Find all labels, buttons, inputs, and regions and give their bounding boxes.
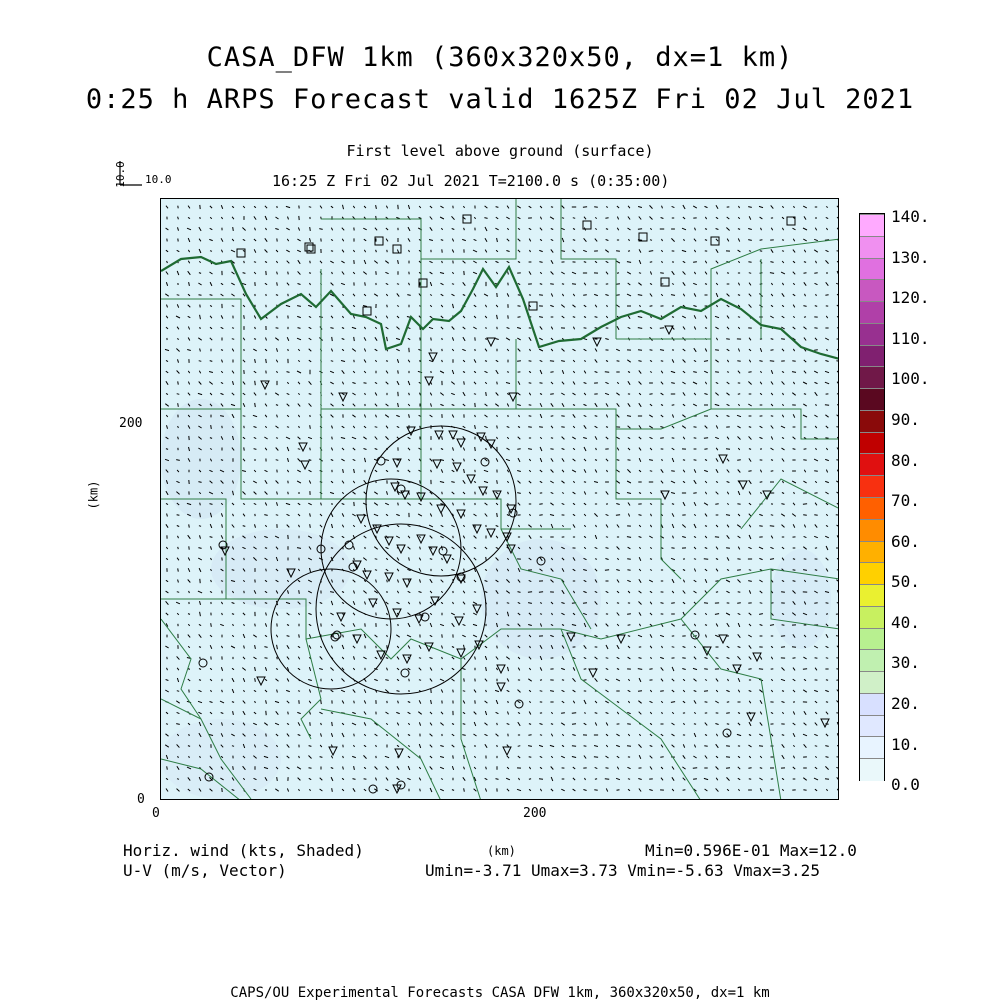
- wind-vector: [309, 768, 312, 769]
- wind-vector: [288, 349, 289, 351]
- wind-vector: [199, 361, 202, 362]
- wind-vector: [705, 702, 708, 703]
- wind-vector: [486, 492, 487, 494]
- wind-vector: [749, 251, 751, 252]
- wind-vector: [464, 788, 465, 791]
- wind-vector: [189, 668, 190, 670]
- wind-vector: [375, 559, 378, 560]
- colorbar-label: 110.: [891, 329, 930, 348]
- wind-vector: [431, 338, 432, 341]
- wind-vector: [561, 427, 564, 428]
- wind-vector: [539, 515, 542, 516]
- colorbar-label: 40.: [891, 613, 920, 632]
- wind-vector: [387, 305, 388, 307]
- wind-vector: [540, 614, 542, 615]
- wind-vector: [693, 493, 696, 494]
- vector-label: U-V (m/s, Vector): [123, 861, 287, 880]
- wind-vector: [704, 691, 708, 692]
- wind-vector: [276, 515, 278, 516]
- wind-vector: [639, 273, 641, 274]
- wind-vector: [309, 207, 311, 208]
- wind-vector: [420, 789, 421, 792]
- wind-vector: [660, 691, 664, 692]
- wind-vector: [826, 658, 828, 659]
- wind-vector: [321, 700, 322, 704]
- wind-vector: [540, 383, 543, 384]
- colorbar-label: 70.: [891, 491, 920, 510]
- wind-vector: [497, 382, 498, 385]
- wind-vector: [804, 273, 807, 274]
- wind-vector: [507, 603, 509, 604]
- wind-vector: [386, 625, 388, 626]
- wind-vector: [704, 746, 707, 747]
- wind-vector: [255, 381, 256, 385]
- wind-vector: [727, 372, 729, 373]
- wind-vector: [650, 471, 652, 472]
- reference-vector-x-label: 10.0: [145, 173, 172, 186]
- wind-vector: [364, 383, 367, 384]
- colorbar-segment: [860, 279, 884, 302]
- wind-vector: [584, 713, 586, 714]
- wind-vector: [210, 251, 212, 252]
- wind-vector: [452, 284, 454, 285]
- level-subtitle: First level above ground (surface): [0, 142, 1000, 160]
- wind-vector: [518, 306, 521, 307]
- wind-vector: [497, 723, 498, 725]
- wind-vector: [474, 592, 476, 593]
- wind-vector: [199, 295, 202, 296]
- wind-vector: [814, 493, 817, 494]
- wind-vector: [199, 526, 201, 527]
- wind-vector: [298, 691, 300, 692]
- wind-vector: [540, 691, 543, 692]
- wind-vector: [508, 701, 509, 703]
- colorbar-label: 100.: [891, 369, 930, 388]
- colorbar-segment: [860, 410, 884, 433]
- wind-vector: [616, 251, 620, 252]
- wind-vector: [704, 449, 707, 450]
- wind-vector: [200, 327, 201, 329]
- wind-vector: [704, 559, 708, 560]
- wind-vector: [606, 658, 609, 659]
- wind-vector: [255, 403, 256, 407]
- wind-vector: [298, 449, 300, 450]
- colorbar-segment: [860, 671, 884, 694]
- wind-vector: [815, 658, 818, 659]
- wind-vector: [232, 746, 234, 747]
- wind-vector: [211, 425, 212, 429]
- wind-vector: [486, 392, 487, 396]
- wind-vector: [486, 448, 487, 450]
- colorbar-segment: [860, 301, 884, 324]
- wind-vector: [167, 766, 168, 769]
- x-tick-200: 200: [523, 806, 546, 821]
- wind-vector: [594, 207, 598, 208]
- colorbar-label: 50.: [891, 572, 920, 591]
- wind-vector: [694, 559, 696, 560]
- wind-vector: [497, 745, 498, 747]
- wind-vector: [650, 306, 653, 307]
- wind-vector: [738, 317, 740, 318]
- wind-vector: [232, 339, 234, 340]
- wind-vector: [825, 438, 828, 439]
- wind-vector: [771, 515, 773, 516]
- wind-vector: [539, 779, 543, 780]
- wind-vector: [594, 790, 597, 791]
- wind-vector: [343, 580, 344, 583]
- wind-vector: [310, 261, 311, 263]
- wind-vector: [178, 547, 179, 549]
- colorbar-segment: [860, 366, 884, 389]
- wind-vector: [803, 790, 806, 791]
- wind-vector: [748, 669, 751, 670]
- wind-vector: [672, 647, 675, 648]
- wind-vector: [606, 636, 609, 637]
- wind-vector: [288, 712, 289, 715]
- wind-vector: [814, 471, 818, 472]
- wind-vector: [233, 227, 234, 231]
- wind-vector: [539, 592, 543, 593]
- wind-vector: [221, 581, 223, 582]
- colorbar-segment: [860, 258, 884, 281]
- colorbar-label: 80.: [891, 451, 920, 470]
- wind-vector: [704, 438, 708, 439]
- wind-vector: [442, 492, 443, 494]
- wind-vector: [332, 722, 333, 726]
- wind-vector: [815, 746, 817, 747]
- wind-vector: [693, 262, 697, 263]
- wind-vector: [464, 381, 465, 384]
- wind-vector: [310, 425, 311, 429]
- wind-vector: [550, 394, 554, 395]
- wind-vector: [331, 361, 333, 362]
- wind-vector: [189, 524, 190, 527]
- wind-vector: [453, 690, 454, 693]
- wind-vector: [497, 480, 498, 484]
- wind-vector: [442, 338, 443, 340]
- wind-vector: [332, 437, 333, 440]
- wind-vector: [200, 503, 201, 506]
- wind-vector: [748, 768, 751, 769]
- wind-vector: [277, 657, 278, 659]
- wind-vector: [277, 282, 278, 285]
- y-tick-0: 0: [137, 792, 145, 807]
- wind-vector: [638, 229, 642, 230]
- wind-vector: [178, 381, 179, 384]
- wind-vector: [529, 361, 532, 362]
- wind-vector: [310, 227, 311, 231]
- wind-vector: [419, 680, 421, 681]
- wind-vector: [266, 359, 267, 363]
- time-subtitle: 16:25 Z Fri 02 Jul 2021 T=2100.0 s (0:35:00): [272, 172, 669, 190]
- wind-vector: [671, 548, 674, 549]
- wind-vector: [387, 580, 388, 583]
- wind-vector: [781, 647, 785, 648]
- wind-vector: [793, 570, 796, 571]
- colorbar-label: 30.: [891, 653, 920, 672]
- wind-vector: [486, 327, 487, 329]
- colorbar-segment: [860, 453, 884, 476]
- colorbar-segment: [860, 388, 884, 411]
- wind-vector: [715, 372, 719, 373]
- wind-vector: [354, 337, 355, 341]
- wind-vector: [781, 592, 785, 593]
- wind-vector: [781, 339, 785, 340]
- wind-vector: [464, 755, 465, 759]
- wind-vector: [211, 623, 212, 627]
- wind-vector: [671, 603, 675, 604]
- wind-vector: [232, 328, 234, 329]
- wind-vector: [528, 427, 532, 428]
- wind-vector: [803, 515, 807, 516]
- wind-vector: [682, 658, 685, 659]
- y-tick-200: 200: [119, 416, 142, 431]
- wind-vector: [497, 426, 498, 429]
- field-label: Horiz. wind (kts, Shaded): [123, 841, 364, 860]
- wind-vector: [397, 460, 400, 461]
- wind-vector: [244, 558, 245, 560]
- colorbar-segment: [860, 214, 884, 237]
- wind-vector: [243, 416, 246, 417]
- wind-vector: [232, 306, 234, 307]
- wind-vector: [749, 273, 751, 274]
- plot-title: CASA_DFW 1km (360x320x50, dx=1 km): [0, 42, 1000, 73]
- wind-vector: [288, 492, 289, 494]
- wind-vector: [539, 504, 542, 505]
- colorbar-segment: [860, 541, 884, 564]
- reference-vector-y-label: 10.0: [114, 161, 127, 188]
- wind-vector: [760, 603, 763, 604]
- wind-vector: [463, 691, 465, 692]
- wind-vector: [518, 636, 521, 637]
- map-panel[interactable]: [160, 198, 839, 800]
- wind-vector: [627, 570, 630, 571]
- wind-vector: [354, 701, 355, 704]
- wind-vector: [814, 515, 817, 516]
- wind-vector: [749, 570, 751, 571]
- wind-vector: [572, 746, 576, 747]
- wind-vector: [518, 746, 521, 747]
- wind-vector: [332, 337, 333, 341]
- wind-vector: [464, 678, 465, 681]
- colorbar-label: 130.: [891, 248, 930, 267]
- colorbar-segment: [860, 736, 884, 759]
- wind-vector: [803, 460, 806, 461]
- wind-vector: [265, 658, 268, 659]
- wind-vector: [726, 768, 730, 769]
- wind-vector: [354, 734, 355, 737]
- wind-vector: [398, 503, 399, 506]
- wind-vector: [166, 724, 168, 725]
- wind-vector: [628, 779, 630, 780]
- wind-field-map: [161, 199, 839, 800]
- wind-vector: [299, 634, 300, 637]
- colorbar-segment: [860, 236, 884, 259]
- colorbar-segment: [860, 519, 884, 542]
- wind-vector: [617, 790, 620, 791]
- wind-vector: [254, 262, 256, 263]
- wind-vector: [792, 647, 796, 648]
- wind-vector: [704, 603, 708, 604]
- colorbar-label: 120.: [891, 288, 930, 307]
- colorbar-segment: [860, 606, 884, 629]
- wind-vector: [606, 537, 608, 538]
- wind-vector: [693, 768, 697, 769]
- wind-vector: [398, 370, 399, 373]
- wind-vector: [715, 537, 719, 538]
- wind-vector: [332, 788, 333, 792]
- wind-vector: [782, 251, 784, 252]
- wind-vector: [420, 480, 421, 483]
- colorbar-segment: [860, 693, 884, 716]
- wind-vector: [497, 646, 498, 649]
- colorbar-segment: [860, 715, 884, 738]
- wind-vector: [475, 447, 476, 451]
- colorbar-segment: [860, 584, 884, 607]
- wind-vector: [266, 569, 267, 572]
- wind-vector: [497, 635, 498, 637]
- wind-vector: [617, 361, 620, 362]
- wind-vector: [409, 679, 410, 681]
- colorbar-segment: [860, 432, 884, 455]
- wind-vector: [189, 734, 190, 736]
- wind-vector: [453, 755, 454, 758]
- wind-vector: [583, 295, 587, 296]
- wind-vector: [255, 678, 256, 682]
- colorbar-label: 20.: [891, 694, 920, 713]
- wind-vector: [517, 361, 521, 362]
- wind-vector: [759, 526, 762, 527]
- wind-vector: [310, 524, 311, 528]
- wind-vector: [276, 328, 279, 329]
- wind-vector: [660, 438, 664, 439]
- wind-vector: [793, 658, 796, 659]
- wind-vector: [177, 691, 179, 692]
- wind-vector: [178, 568, 179, 571]
- wind-vector: [287, 427, 289, 428]
- wind-vector: [748, 471, 751, 472]
- wind-vector: [419, 658, 421, 659]
- wind-vector: [364, 779, 367, 780]
- wind-vector: [354, 558, 355, 560]
- wind-vector: [737, 504, 740, 505]
- credit-line: CAPS/OU Experimental Forecasts CASA DFW 1km, 360x320x50, dx=1 km: [0, 985, 1000, 1001]
- wind-vector: [464, 503, 465, 505]
- colorbar: [859, 213, 885, 781]
- wind-vector: [693, 779, 697, 780]
- wind-vector: [177, 394, 180, 395]
- wind-vector: [474, 394, 476, 395]
- forecast-valid-time: 0:25 h ARPS Forecast valid 1625Z Fri 02 Jul 2021: [0, 84, 1000, 115]
- wind-vector: [748, 372, 751, 373]
- colorbar-segment: [860, 323, 884, 346]
- wind-vector: [507, 372, 509, 373]
- wind-vector: [276, 460, 279, 461]
- colorbar-segment: [860, 758, 884, 781]
- wind-vector: [177, 295, 180, 296]
- wind-vector: [244, 315, 245, 319]
- colorbar-label: 0.0: [891, 775, 920, 794]
- colorbar-segment: [860, 562, 884, 585]
- wind-vector: [573, 218, 575, 219]
- wind-vector: [266, 734, 267, 737]
- wind-vector: [276, 438, 278, 439]
- wind-vector: [737, 603, 741, 604]
- colorbar-label: 90.: [891, 410, 920, 429]
- wind-vector: [177, 515, 180, 516]
- wind-vector: [572, 713, 576, 714]
- wind-vector: [375, 427, 378, 428]
- wind-vector: [178, 403, 179, 407]
- x-tick-0: 0: [152, 806, 160, 821]
- wind-vector: [650, 240, 652, 241]
- colorbar-segment: [860, 475, 884, 498]
- wind-vector: [540, 735, 542, 736]
- colorbar-label: 140.: [891, 207, 930, 226]
- min-max-values: Min=0.596E-01 Max=12.0: [645, 841, 857, 860]
- wind-vector: [627, 724, 631, 725]
- colorbar-label: 60.: [891, 532, 920, 551]
- wind-vector: [177, 592, 179, 593]
- colorbar-segment: [860, 628, 884, 651]
- wind-vector: [375, 570, 377, 571]
- uv-range-values: Umin=-3.71 Umax=3.73 Vmin=-5.63 Vmax=3.25: [425, 861, 820, 880]
- wind-vector: [277, 777, 278, 781]
- colorbar-segment: [860, 649, 884, 672]
- wind-vector: [595, 559, 597, 560]
- x-axis-unit: (km): [487, 844, 516, 858]
- wind-vector: [288, 272, 289, 275]
- wind-vector: [649, 669, 652, 670]
- wind-vector: [233, 766, 234, 770]
- wind-vector: [836, 713, 839, 714]
- wind-vector: [825, 295, 828, 296]
- wind-vector: [562, 218, 564, 219]
- wind-vector: [310, 448, 311, 451]
- y-axis-unit: (km): [86, 481, 100, 510]
- wind-vector: [365, 282, 366, 285]
- wind-vector: [397, 284, 399, 285]
- wind-vector: [200, 657, 201, 659]
- wind-vector: [497, 513, 498, 517]
- wind-vector: [485, 339, 487, 340]
- colorbar-segment: [860, 345, 884, 368]
- wind-vector: [255, 624, 256, 627]
- wind-vector: [420, 624, 421, 626]
- wind-vector: [694, 427, 697, 428]
- wind-vector: [244, 447, 245, 450]
- wind-vector: [177, 779, 179, 780]
- wind-vector: [244, 261, 245, 263]
- colorbar-segment: [860, 497, 884, 520]
- wind-vector: [299, 590, 300, 594]
- colorbar-label: 10.: [891, 735, 920, 754]
